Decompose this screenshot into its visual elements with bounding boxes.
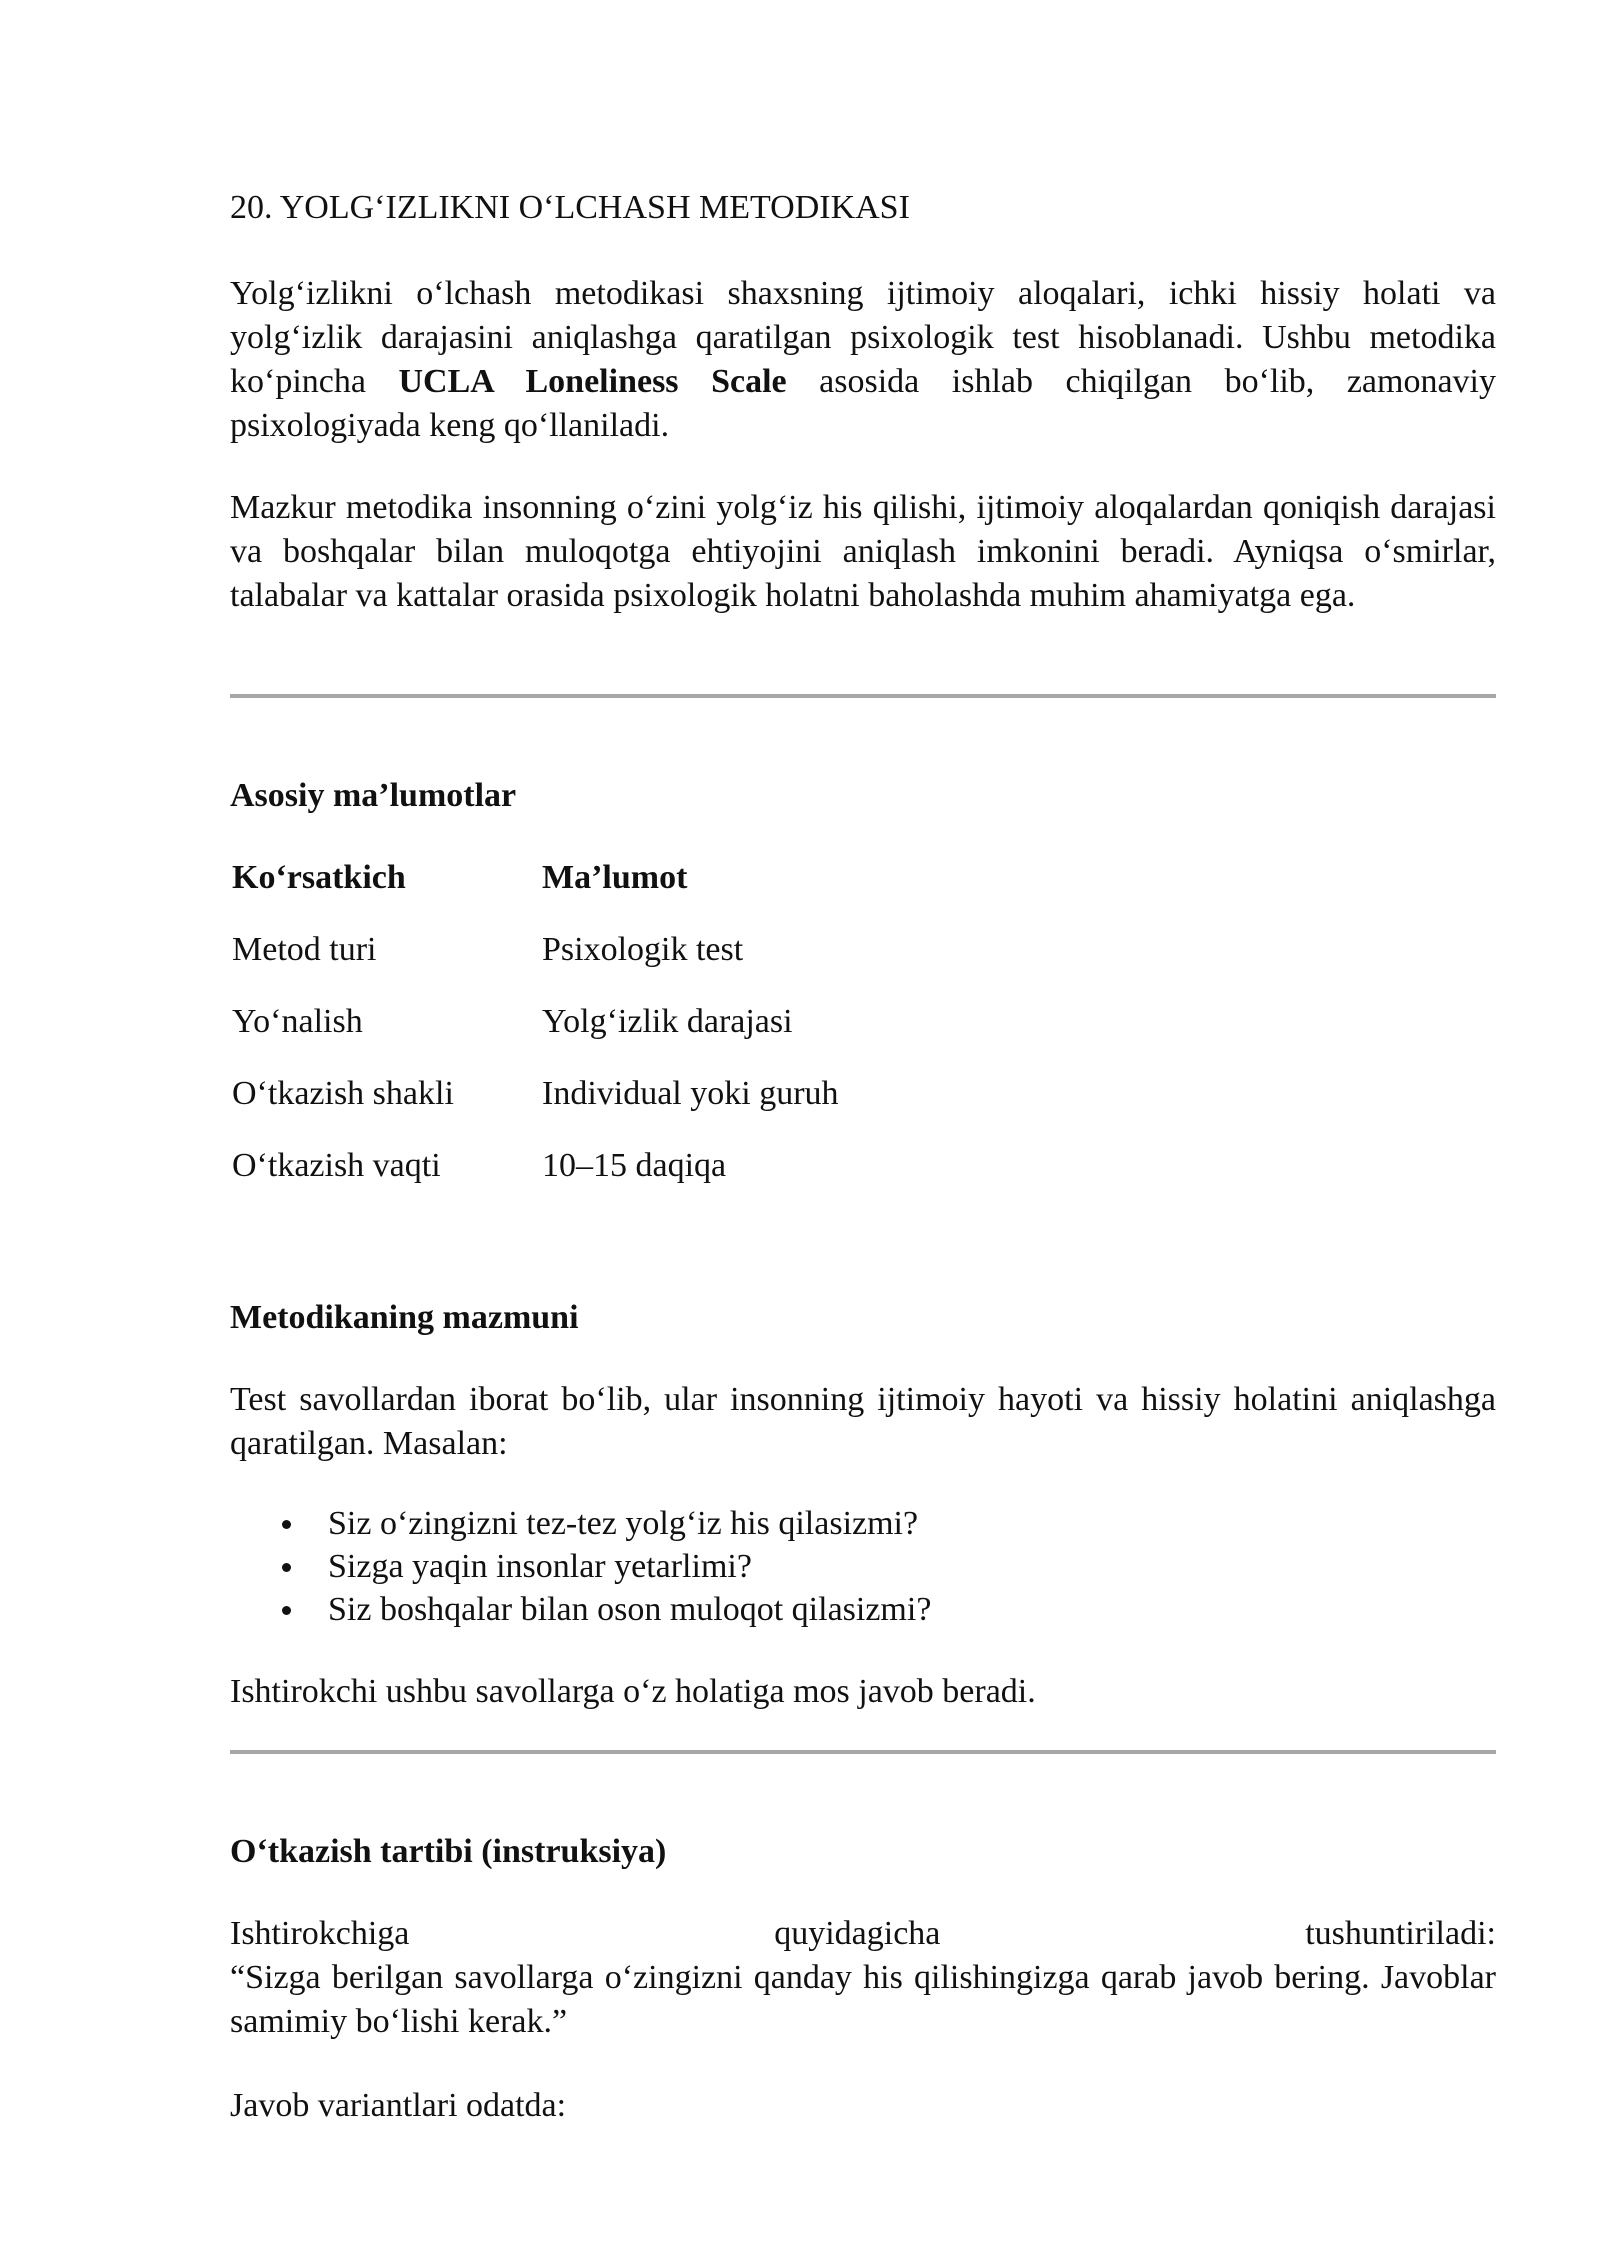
- procedure-word: tushuntiriladi:: [1305, 1915, 1496, 1952]
- bullet-icon: [282, 1606, 291, 1615]
- section-divider: [230, 1750, 1496, 1754]
- ucla-scale-name: UCLA Loneliness Scale: [398, 363, 787, 400]
- content-paragraph: Test savollardan iborat bo‘lib, ular insonning ijtimoiy hayoti va hissiy holatini aniqlashga qaratilgan. Masalan:: [230, 1381, 1496, 1462]
- question-list: [230, 1502, 1496, 1631]
- intro-text-before: Yolg‘izlikni o‘lchash metodikasi shaxsning ijtimoiy aloqalari, ichki hissiy holati va yolg‘izlik darajasini aniqlashga qaratilgan psixologik test hisoblanadi. Ushbu metodika ko‘pincha: [230, 275, 1496, 400]
- intro-paragraph-2: Mazkur metodika insonning o‘zini yolg‘iz his qilishi, ijtimoiy aloqalardan qoniqish darajasi va boshqalar bilan muloqotga ehtiyojini aniqlash imkonini beradi. Ayniqsa o‘smirlar, talabalar va kattalar orasida psixologik holatni baholashda muhim ahamiyatga ega.: [230, 489, 1496, 614]
- intro-paragraph-1: [230, 272, 1496, 448]
- row-value: 10–15 daqiqa: [542, 1147, 727, 1184]
- answer-options-intro: Javob variantlari odatda:: [230, 2087, 567, 2124]
- bullet-icon: [282, 1563, 291, 1572]
- table-header-info: Ma’lumot: [542, 859, 688, 896]
- question-text: Siz boshqalar bilan oson muloqot qilasizmi?: [328, 1591, 932, 1628]
- bullet-icon: [282, 1520, 291, 1529]
- procedure-word: Ishtirokchiga: [230, 1915, 410, 1952]
- procedure-paragraph: [230, 1912, 1496, 2044]
- content-heading: Metodikaning mazmuni: [230, 1299, 579, 1336]
- question-text: Sizga yaqin insonlar yetarlimi?: [328, 1548, 752, 1585]
- list-item: [230, 1502, 1496, 1545]
- basic-info-heading: Asosiy ma’lumotlar: [230, 777, 517, 814]
- row-value: Yolg‘izlik darajasi: [542, 1003, 793, 1040]
- document-title: 20. YOLG‘IZLIKNI O‘LCHASH METODIKASI: [230, 189, 910, 226]
- list-item: [230, 1545, 1496, 1588]
- row-label: O‘tkazish vaqti: [232, 1147, 441, 1184]
- procedure-word: quyidagicha: [774, 1915, 941, 1952]
- row-label: O‘tkazish shakli: [232, 1075, 454, 1112]
- row-value: Psixologik test: [542, 931, 744, 968]
- procedure-intro-line: [230, 1912, 1496, 1956]
- question-text: Siz o‘zingizni tez-tez yolg‘iz his qilasizmi?: [328, 1505, 919, 1542]
- table-header-indicator: Ko‘rsatkich: [232, 859, 406, 896]
- intro-text-after: asosida ishlab chiqilgan bo‘lib, zamonaviy psixologiyada keng qo‘llaniladi.: [230, 363, 1496, 444]
- instruction-quote: “Sizga berilgan savollarga o‘zingizni qanday his qilishingizga qarab javob bering. Javoblar samimiy bo‘lishi kerak.”: [230, 1959, 1496, 2040]
- row-label: Metod turi: [232, 931, 377, 968]
- row-value: Individual yoki guruh: [542, 1075, 839, 1112]
- list-item: [230, 1588, 1496, 1631]
- section-divider: [230, 694, 1496, 698]
- procedure-heading: O‘tkazish tartibi (instruksiya): [230, 1833, 667, 1870]
- content-closing: Ishtirokchi ushbu savollarga o‘z holatiga mos javob beradi.: [230, 1673, 1036, 1710]
- row-label: Yo‘nalish: [232, 1003, 363, 1040]
